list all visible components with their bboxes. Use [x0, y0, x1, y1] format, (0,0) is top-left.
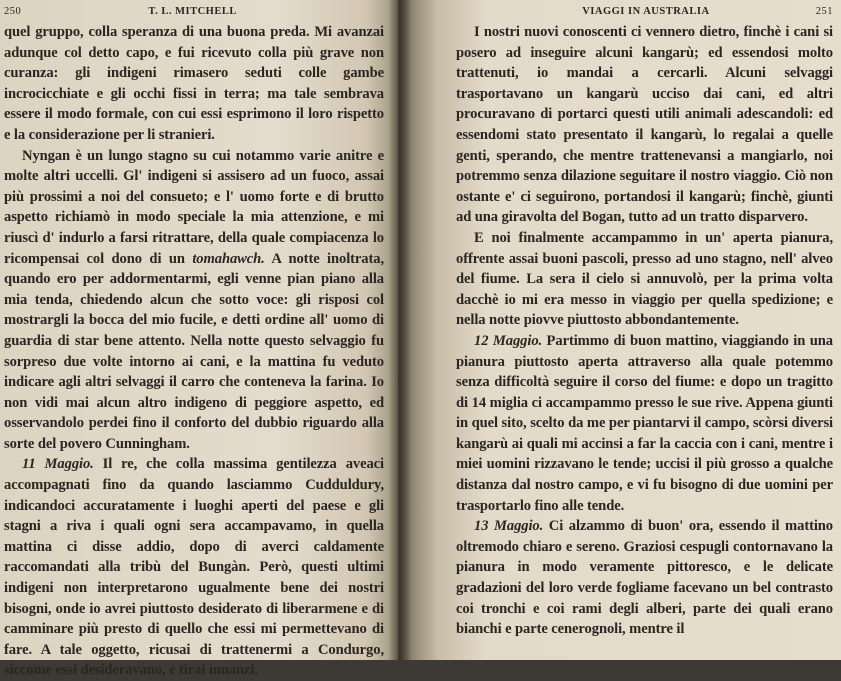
date-heading: 13 Maggio.	[474, 518, 544, 535]
right-page-header	[456, 2, 833, 22]
paragraph-text: Nyngan è un lungo stagno su cui notammo varie anitre e molte altri uccelli. Gl' indigeni si assisero ad un fuoco, assai più prossimi a noi del consueto; e l' uomo forte e di brutto aspetto richiamò in modo speciale la mia attenzione, e mi riuscì d' indurlo a farsi ritrattare, della quale compiacenza lo ricompensai col dono di un	[4, 147, 384, 267]
right-page-text	[456, 22, 833, 640]
italic-term: tomahawch.	[192, 250, 265, 267]
left-running-head: T. L. MITCHELL	[148, 6, 237, 17]
paragraph	[456, 331, 833, 516]
left-page-text	[4, 22, 384, 681]
paragraph	[4, 454, 384, 681]
left-page-header	[4, 2, 384, 22]
left-page-number: 250	[4, 6, 22, 17]
paragraph-text: Ci alzammo di buon' ora, essendo il mattino oltremodo chiaro e sereno. Graziosi cespugli contornavano la pianura in modo veramente pittoresco, e le delicate gradazioni del loro verde fogliame facevano un bel contrasto coi tronchi e coi rami degli alberi, parte dei quali erano bianchi e parte cenerognoli, mentre il	[456, 518, 834, 638]
date-heading: 12 Maggio.	[474, 332, 543, 349]
right-running-head: VIAGGI IN AUSTRALIA	[582, 6, 710, 17]
date-heading: 11 Maggio.	[22, 456, 94, 473]
left-page	[0, 0, 398, 679]
paragraph	[4, 146, 384, 455]
paragraph-text: Il re, che colla massima gentilezza aveaci accompagnati fino da quando lasciammo Cudduldury, indicandoci accuratamente i luoghi aperti del paese e gli stagni a riva i quali ogni sera accampavamo, in quella mattina ci disse addio, dopo di averci caldamente raccomandati alla tribù del Bungàn. Però, questi ultimi indigeni non interpretarono ugualmente bene dei nostri bisogni, onde io avrei piuttosto desiderato di liberarmene e di camminare più presto di quello che essi mi permettevano di fare. A tale oggetto, ricusai di trattenermi a Condurgo, siccome essi desideravano, e tirai innanzi.	[4, 456, 384, 679]
right-page	[398, 0, 841, 660]
book-gutter-shadow	[388, 0, 412, 660]
right-page-number: 251	[815, 6, 833, 17]
paragraph-text: Partimmo di buon mattino, viaggiando in una pianura piuttosto aperta attraverso alla quale potemmo senza difficoltà seguire il corso del fiume: e dopo un tragitto di 14 miglia ci accampammo presso le sue rive. Appena giunti in quel sito, scelto da me per piantarvi il campo, scòrsi diversi kangarù ai quali mi accinsi a far la caccia con i cani, mentre i miei uomini rizzavano le tende; uccisi il più grosso a qualche distanza dal nostro campo, e vi fu bisogno di due uomini per trasportarlo fino alle tende.	[456, 332, 833, 514]
paragraph-text: A notte inoltrata, quando ero per addormentarmi, egli venne pian piano alla mia tenda, chiedendo alcun che sotto voce: gli risposi col mostrargli la bocca del mio fucile, e detti ordine all' uomo di guardia di star bene attento. Nella notte questo selvaggio fu sorpreso due volte intorno ai cani, e la mattina fu veduto indicare agli altri selvaggi il carro che conteneva la farina. Io non vidi mai alcun altro indigeno di peggiore aspetto, ed osservandolo perdei fino il conforto del dubbio riguardo alla sorte del povero Cunningham.	[4, 250, 384, 452]
paragraph: I nostri nuovi conoscenti ci vennero dietro, finchè i cani si posero ad inseguire alcuni kangarù; ed essendosi molto trattenuti, io mandai a cercarli. Alcuni selvaggi trasportavano un kangarù ucciso dai cani, ed altri procuravano di portarci questi utili animali adescandoli: ed essendomi stato presentato il kangarù, lo regalai a quelle genti, sperando, che mentre trattenevansi a mangiarlo, noi potremmo senza dilazione seguitare il nostro viaggio. Ciò non ostante e' ci seguirono, portandosi il kangarù; finchè, giunti ad una giravolta del Bogan, tutto ad un tratto disparvero.	[456, 24, 833, 226]
paragraph: quel gruppo, colla speranza di una buona preda. Mi avanzai adunque col detto capo, e fui ricevuto colla più grave non curanza: gli indigeni rimasero seduti colle gambe incrocicchiate e gli occhi fissi in terra; ma tale sembrava essere il modo formale, con cui essi esprimono il loro rispetto e la considerazione per li stranieri.	[4, 24, 384, 143]
paragraph	[456, 516, 833, 640]
paragraph: E noi finalmente accampammo in un' aperta pianura, offrente assai buoni pascoli, presso ad uno stagno, nell' alveo del fiume. La sera il cielo si annuvolò, per la prima volta dacchè io mi era messo in viaggio per quella spedizione; e nella notte piovve piuttosto abbondantemente.	[456, 229, 833, 329]
